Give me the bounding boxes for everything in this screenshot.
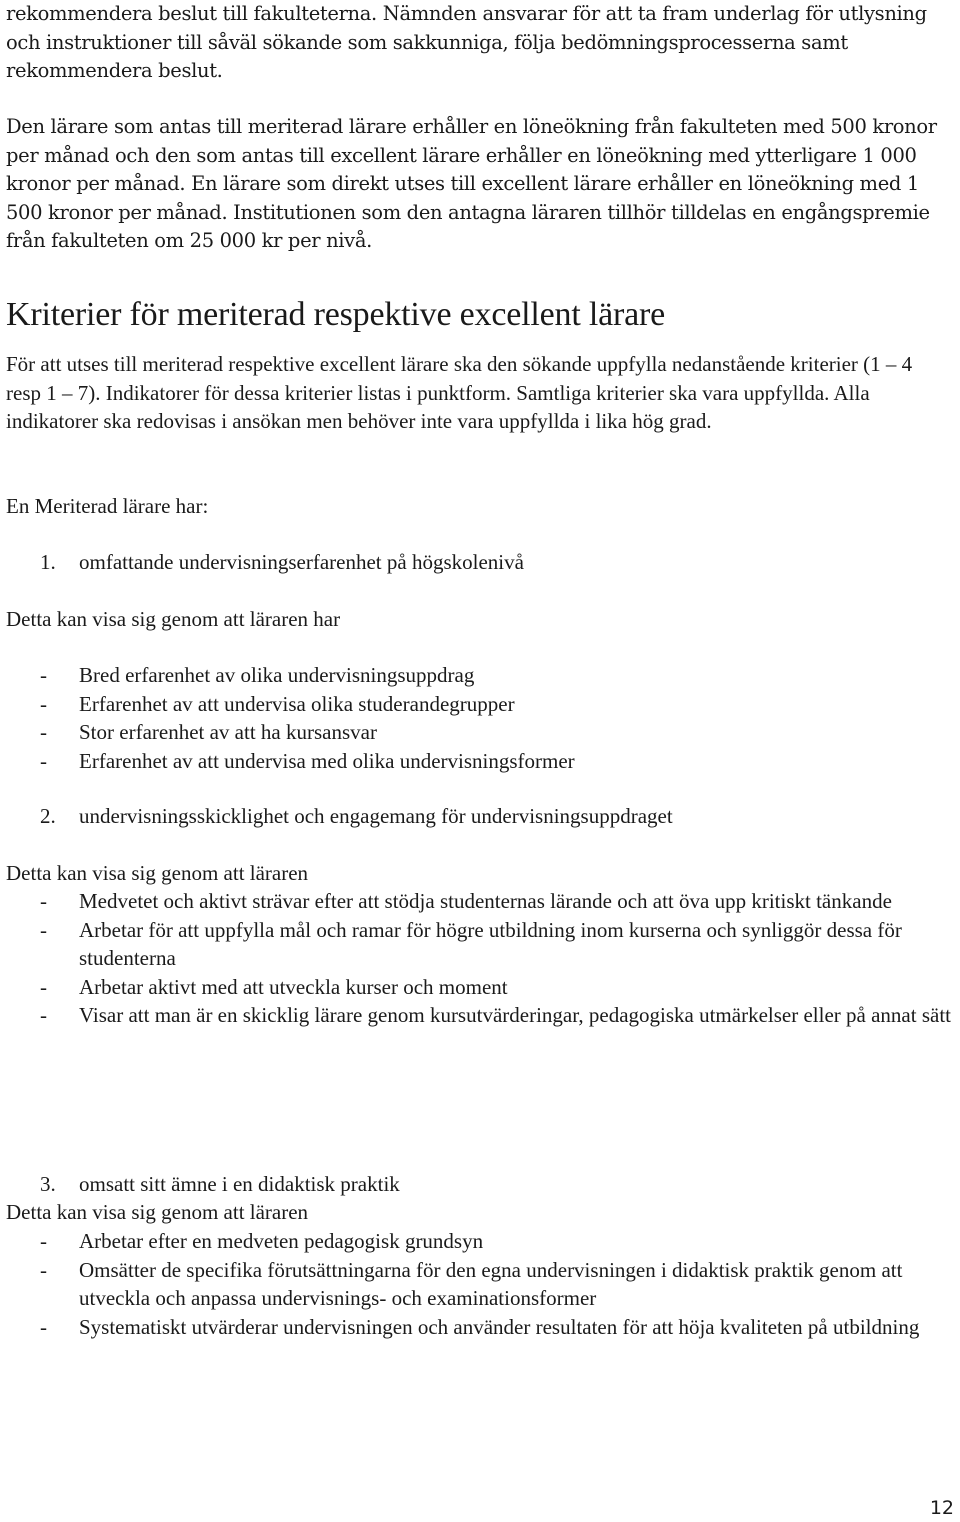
- criterion-number: 2.: [40, 804, 56, 828]
- criterion-1-lead: Detta kan visa sig genom att läraren har: [6, 607, 341, 631]
- dash-marker: -: [40, 917, 47, 942]
- intro-paragraph: rekommendera beslut till fakulteterna. Nämnden ansvarar för att ta fram underlag för utlysning och instruktioner till såväl sökande som sakkunniga, följa bedömningsprocesserna samt rekommendera beslut.: [6, 2, 927, 82]
- list-item: - Arbetar för att uppfylla mål och ramar för högre utbildning inom kurserna och synliggör dessa för studenterna: [40, 917, 902, 970]
- dash-marker: -: [40, 1003, 47, 1027]
- dash-marker: -: [40, 1314, 47, 1339]
- section-heading: Kriterier för meriterad respektive excellent lärare: [6, 296, 666, 333]
- dash-marker: -: [40, 663, 47, 687]
- page-number: 12: [929, 1497, 954, 1519]
- salary-paragraph: Den lärare som antas till meriterad lärare erhåller en löneökning från fakulteten med 500 kronor per månad och den som antas till excellent lärare erhåller en löneökning med ytterligare 1 000 kronor per månad. En lärare som direkt utses till excellent lärare erhåller en löneökning med 1 500 kronor per månad. Institutionen som den antagna läraren tillhör tilldelas en engångspremie från fakulteten om 25 000 kr per nivå.: [6, 115, 937, 252]
- criterion-3-indicators: [0, 1227, 960, 1341]
- list-item: - Systematiskt utvärderar undervisningen och använder resultaten för att höja kvaliteten på utbildning: [0, 1313, 959, 1342]
- dash-marker: -: [40, 691, 47, 716]
- criterion-title: omsatt sitt ämne i en didaktisk praktik: [79, 1172, 400, 1196]
- list-item: - Bred erfarenhet av olika undervisningsuppdrag: [0, 661, 959, 690]
- list-item: - Erfarenhet av att undervisa med olika undervisningsformer: [0, 747, 959, 776]
- dash-marker: -: [40, 1229, 47, 1253]
- list-item: - Visar att man är en skicklig lärare genom kursutvärderingar, pedagogiska utmärkelser eller på annat sätt: [0, 1001, 959, 1030]
- dash-marker: -: [40, 748, 47, 773]
- criterion-number: 3.: [40, 1172, 56, 1196]
- criterion-1-indicators: [0, 661, 960, 775]
- criterion-title: undervisningsskicklighet och engagemang för undervisningsuppdraget: [79, 804, 673, 828]
- dash-marker: -: [40, 889, 47, 913]
- dash-marker: -: [40, 974, 47, 999]
- dash-marker: -: [40, 1257, 47, 1282]
- criterion-3-lead: Detta kan visa sig genom att läraren: [6, 1200, 309, 1224]
- criterion-title: omfattande undervisningserfarenhet på högskolenivå: [79, 550, 524, 574]
- list-item: - Erfarenhet av att undervisa olika studerandegrupper: [0, 690, 959, 719]
- list-item: - Medvetet och aktivt strävar efter att stödja studenternas lärande och att öva upp kritiskt tänkande: [0, 887, 959, 916]
- list-item: - Stor erfarenhet av att ha kursansvar: [0, 718, 959, 747]
- list-item: - Arbetar efter en medveten pedagogisk grundsyn: [0, 1227, 959, 1256]
- meriterad-label: En Meriterad lärare har:: [6, 494, 209, 518]
- criterion-2-indicators: [0, 887, 960, 1030]
- criteria-intro-paragraph: För att utses till meriterad respektive excellent lärare ska den sökande uppfylla nedanstående kriterier (1 – 4 resp 1 – 7). Indikatorer för dessa kriterier listas i punktform. Samtliga kriterier ska vara uppfyllda. Alla indikatorer ska redovisas i ansökan men behöver inte vara uppfyllda i lika hög grad.: [6, 352, 913, 433]
- list-item: - Arbetar aktivt med att utveckla kurser och moment: [0, 973, 959, 1002]
- criterion-2-lead: Detta kan visa sig genom att läraren: [6, 861, 309, 885]
- list-item: - Omsätter de specifika förutsättningarna för den egna undervisningen i didaktisk praktik genom att utveckla och anpassa undervisnings- och examinationsformer: [40, 1257, 903, 1310]
- criterion-number: 1.: [40, 550, 56, 574]
- dash-marker: -: [40, 720, 47, 744]
